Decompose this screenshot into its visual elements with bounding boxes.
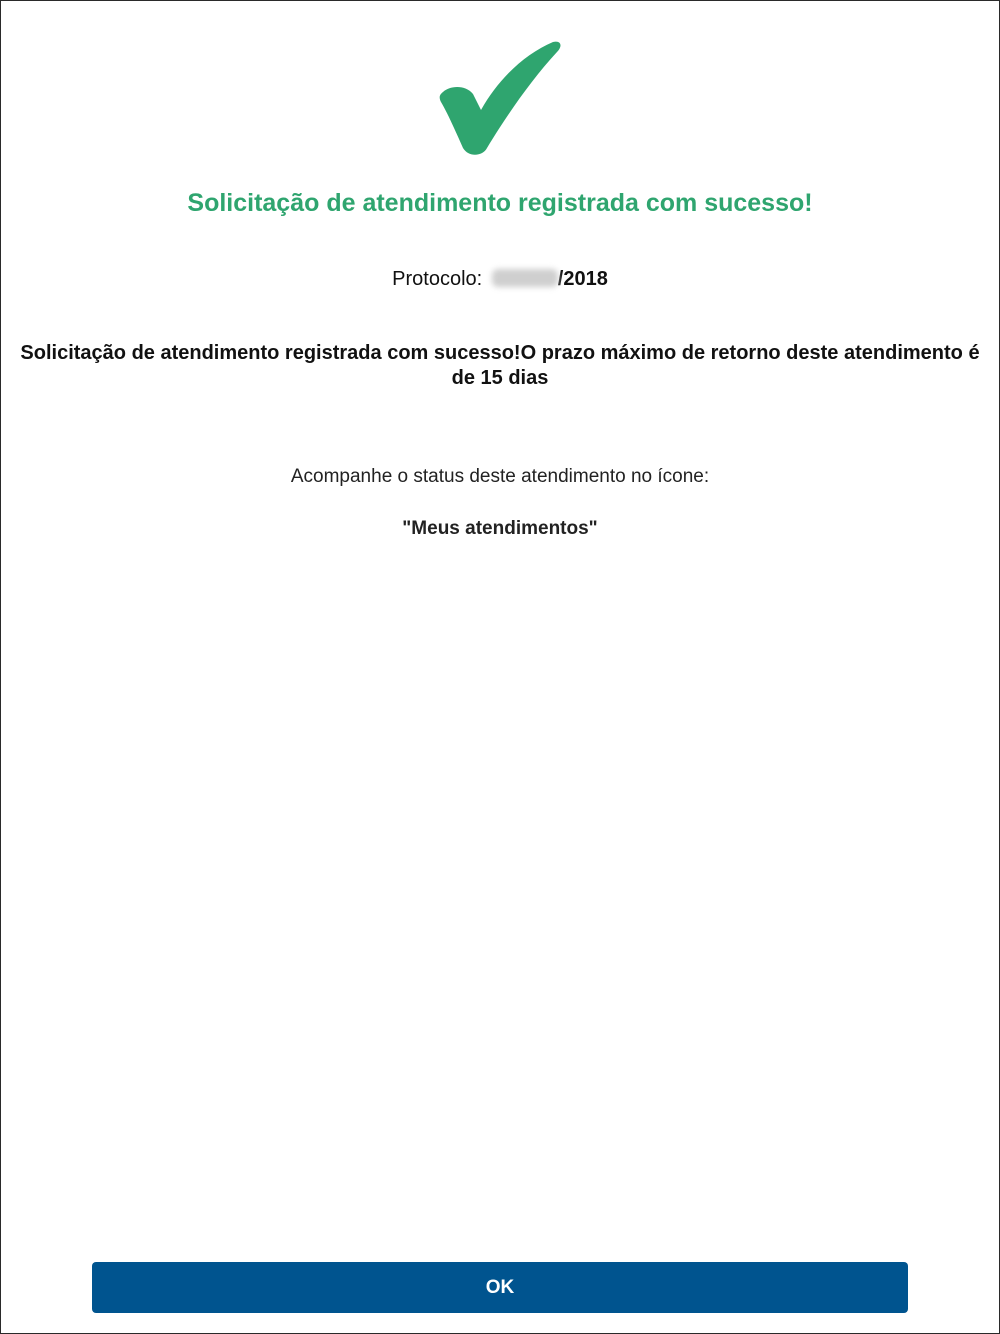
protocol-year: /2018: [557, 268, 608, 290]
my-services-label: "Meus atendimentos": [402, 518, 598, 539]
protocol-label: Protocolo:: [392, 268, 483, 290]
protocol-line: [0, 268, 1000, 291]
success-message: Solicitação de atendimento registrada com sucesso!O prazo máximo de retorno deste atendimento é de 15 dias: [20, 342, 980, 389]
protocol-number-redacted: [492, 269, 558, 287]
ok-button[interactable]: OK: [92, 1262, 908, 1313]
success-title: Solicitação de atendimento registrada com sucesso!: [187, 189, 813, 217]
checkmark-icon: [435, 40, 565, 156]
follow-status-text: Acompanhe o status deste atendimento no ícone:: [290, 466, 710, 487]
